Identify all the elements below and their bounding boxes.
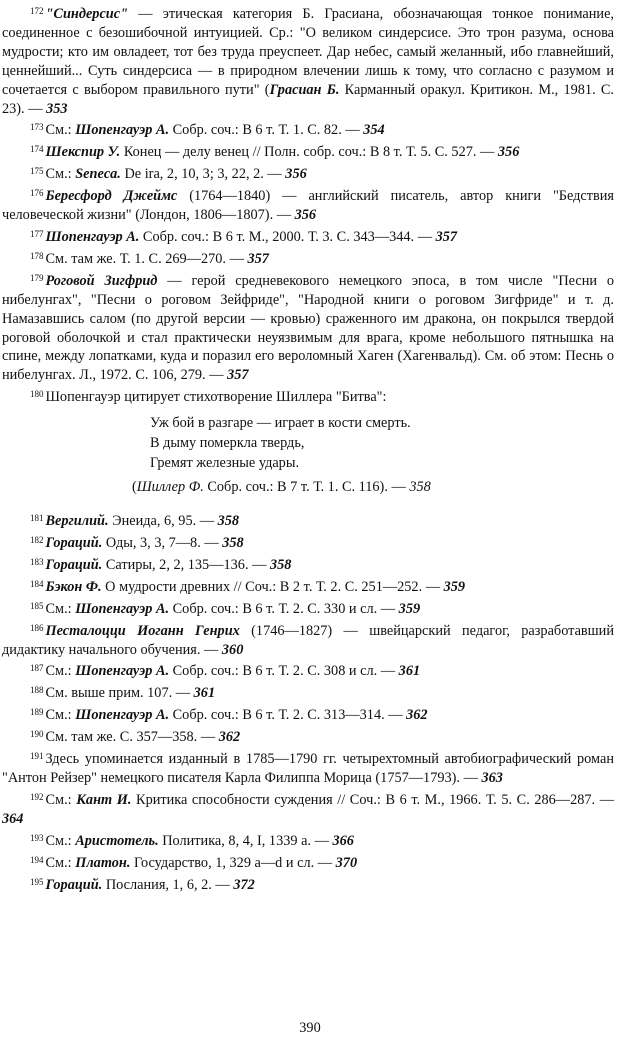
note-text: См. выше прим. 107. — [45,685,194,702]
note-text: О мудрости древних // Соч.: В 2 т. Т. 2. С. 251—252. — [101,578,444,595]
note-text: Оды, 3, 3, 7—8. — [102,535,223,552]
footnote-188 [2,681,614,703]
note-text: См.: [45,854,76,871]
emphasis-text: Шопенгауэр А. [75,122,170,139]
emphasis-text: Кант И. [76,791,132,808]
note-text: См.: [45,832,76,849]
footnote-number: 173 [30,122,44,133]
note-text: Собр. соч.: В 6 т. Т. 1. С. 82. — [169,122,364,139]
note-text: Собр. соч.: В 6 т. Т. 2. С. 308 и сл. — [169,663,399,680]
footnote-number: 182 [30,535,44,546]
note-text: См.: [45,663,76,680]
note-text: Собр. соч.: В 6 т. Т. 2. С. 313—314. — [169,707,407,724]
footnote-177 [2,225,614,247]
emphasis-text: 354 [363,122,385,139]
emphasis-text: Гораций. [45,535,103,552]
note-text: (1746—1827) — швейцарский педагог, разработавший дидактику начального обучения. — [2,622,614,658]
emphasis-text: 358 [222,535,244,552]
footnote-193 [2,829,614,851]
footnote-number: 190 [30,729,44,740]
emphasis-text: Шопенгауэр А. [75,707,170,724]
footnotes-block [2,2,614,894]
footnote-number: 189 [30,707,44,718]
emphasis-text: 366 [332,832,354,849]
footnote-number: 179 [30,272,44,283]
emphasis-text: Роговой Зигфрид [45,272,158,289]
note-text: См.: [45,791,77,808]
footnote-178 [2,247,614,269]
footnote-number: 186 [30,622,44,633]
emphasis-text: 356 [285,166,307,183]
emphasis-text: 361 [398,663,421,680]
emphasis-text: 359 [443,578,466,595]
emphasis-text: 357 [247,250,269,267]
footnote-176 [2,184,614,225]
footnote-number: 180 [30,389,44,400]
note-text: Политика, 8, 4, I, 1339 a. — [158,832,333,849]
verse-line: Уж бой в разгаре — играет в кости смерть. [150,415,411,432]
footnote-186 [2,619,614,660]
footnote-number: 174 [30,144,44,155]
footnote-189 [2,703,614,725]
note-text: Сатиры, 2, 2, 135—136. — [102,556,270,573]
footnote-191 [2,747,614,788]
footnote-number: 191 [30,751,44,762]
note-text: Собр. соч.: В 7 т. Т. 1. С. 116). — [203,479,410,496]
footnote-number: 183 [30,556,44,567]
emphasis-text: Гораций. [45,876,103,893]
emphasis-text: 359 [398,600,421,617]
footnote-174 [2,140,614,162]
note-text: Конец — делу венец // Полн. собр. соч.: В 8 т. Т. 5. С. 527. — [120,144,498,161]
emphasis-text: 363 [481,770,503,786]
footnote-179 [2,269,614,385]
footnote-number: 176 [30,188,44,199]
note-text: De ira, 2, 10, 3; 3, 22, 2. — [120,166,286,183]
emphasis-text: 358 [217,513,240,530]
note-text: Собр. соч.: В 6 т. Т. 2. С. 330 и сл. — [169,600,399,617]
verse-quote [2,413,614,497]
footnote-181 [2,509,614,531]
verse-line: В дыму померкла твердь, [150,435,305,452]
emphasis-text: Аристотель. [75,832,159,849]
note-text: — герой средневекового немецкого эпоса, в том числе "Песни о нибелунгах", "Песни о роговом Зейфриде", "Народной книги о роговом Зигфриде" и т. д. Намазавшись салом (по другой версии — кровью) сраженного им дракона, он покрылся твердой роговой оболочкой и стал практически неуязвимым для врага, кроме небольшого пятнышка на спине, между лопатками, куда и поразил его вероломный Хаген (Хагенвальд). См. об этом: Песнь о нибелунгах. Л., 1972. С. 106, 279. — [2,272,615,384]
note-text: Энеида, 6, 95. — [108,513,218,530]
note-text: См. там же. Т. 1. С. 269—270. — [45,250,248,267]
emphasis-text: "Синдерсис" [45,6,129,22]
footnote-number: 184 [30,578,44,589]
verse-line: Гремят железные удары. [150,455,300,472]
note-text: См. там же. С. 357—358. — [45,729,219,746]
emphasis-text: Песталоцци Иоганн Генрих [45,622,240,639]
emphasis-text: 362 [218,729,241,746]
note-text: См.: [45,707,76,724]
note-text: Карманный оракул. Критикон. М., 1981. С. 23). — [2,81,615,117]
emphasis-text: 360 [221,641,244,658]
emphasis-text: Гораций. [45,556,103,573]
footnote-173 [2,118,614,140]
emphasis-text: Грасиан Б. [269,81,340,98]
emphasis-text: 358 [409,479,431,496]
emphasis-text: 357 [435,228,458,245]
footnote-190 [2,725,614,747]
footnotes-part-2 [2,509,614,894]
note-text: Здесь упоминается изданный в 1785—1790 гг. четырехтомный автобиографический роман "Антон Рейзер" немецкого писателя Карла Филиппа Морица (1757—1793). — [2,751,614,786]
note-text: Шопенгауэр цитирует стихотворение Шиллера "Битва": [45,389,387,406]
emphasis-text: Шекспир У. [45,144,121,161]
page-number: 390 [299,1020,321,1036]
emphasis-text: 356 [497,144,520,161]
footnote-number: 177 [30,228,44,239]
footnote-183 [2,553,614,575]
footnote-187 [2,659,614,681]
footnote-number: 188 [30,685,44,696]
emphasis-text: Платон. [75,854,131,871]
emphasis-text: 361 [193,685,216,702]
verse-source [2,477,614,497]
emphasis-text: Бэкон Ф. [45,578,102,595]
footnote-number: 194 [30,854,44,865]
emphasis-text: 357 [227,367,249,384]
footnote-182 [2,531,614,553]
emphasis-text: Шопенгауэр А. [75,663,170,680]
footnote-number: 195 [30,876,44,887]
note-text: ( [132,479,137,496]
footnote-192 [2,788,614,829]
emphasis-text: 358 [269,556,292,573]
footnote-number: 172 [30,6,44,16]
footnote-175 [2,162,614,184]
footnote-number: 192 [30,791,44,802]
footnote-185 [2,597,614,619]
footnote-number: 187 [30,663,44,674]
footnote-194 [2,851,614,873]
emphasis-text: Seneca. [75,166,121,183]
footnote-number: 185 [30,600,44,611]
note-text: — этическая категория Б. Грасиана, обозначающая тонкое понимание, соединенное с безошибочной интуицией. Ср.: "О великом синдерсисе. Это трон разума, основа мудрости; кто им овладеет, тот без труда преуспеет. Дар небес, самый желанный, ибо главнейший, ценнейший... Суть синдерсиса — в природном влечении лишь к тому, что согласно с разумом и сочетается с выбором правильного пути" ( [2,6,614,98]
emphasis-text: 362 [406,707,428,724]
emphasis-text: 370 [335,854,358,871]
emphasis-text: 372 [233,876,255,893]
emphasis-text: 356 [294,207,317,224]
note-text: (1764—1840) — английский писатель, автор книги "Бедствия человеческой жизни" (Лондон, 1806—1807). — [2,188,614,224]
note-text: Послания, 1, 6, 2. — [102,876,234,893]
footnotes-part-1 [2,2,614,407]
note-text: Государство, 1, 329 a—d и сл. — [130,854,336,871]
note-text: Критика способности суждения // Соч.: В 6 т. М., 1966. Т. 5. С. 286—287. — [131,791,615,808]
footnote-number: 178 [30,250,44,261]
note-text: Собр. соч.: В 6 т. М., 2000. Т. 3. С. 343—344. — [139,228,436,245]
footnote-number: 193 [30,832,44,843]
footnote-number: 175 [30,166,44,177]
emphasis-text: 364 [2,810,24,827]
emphasis-text: Бересфорд Джеймс [45,188,178,205]
footnote-184 [2,575,614,597]
emphasis-text: Вергилий. [45,513,109,530]
note-text: См.: [45,600,76,617]
footnote-number: 181 [30,513,44,524]
footnote-180 [2,385,614,407]
note-text: См.: [45,166,76,183]
note-text: См.: [45,122,76,139]
emphasis-text: Шиллер Ф. [136,479,204,496]
emphasis-text: Шопенгауэр А. [45,228,140,245]
emphasis-text: Шопенгауэр А. [75,600,170,617]
footnote-195 [2,873,614,895]
emphasis-text: 353 [46,100,68,117]
footnote-172 [2,2,614,118]
